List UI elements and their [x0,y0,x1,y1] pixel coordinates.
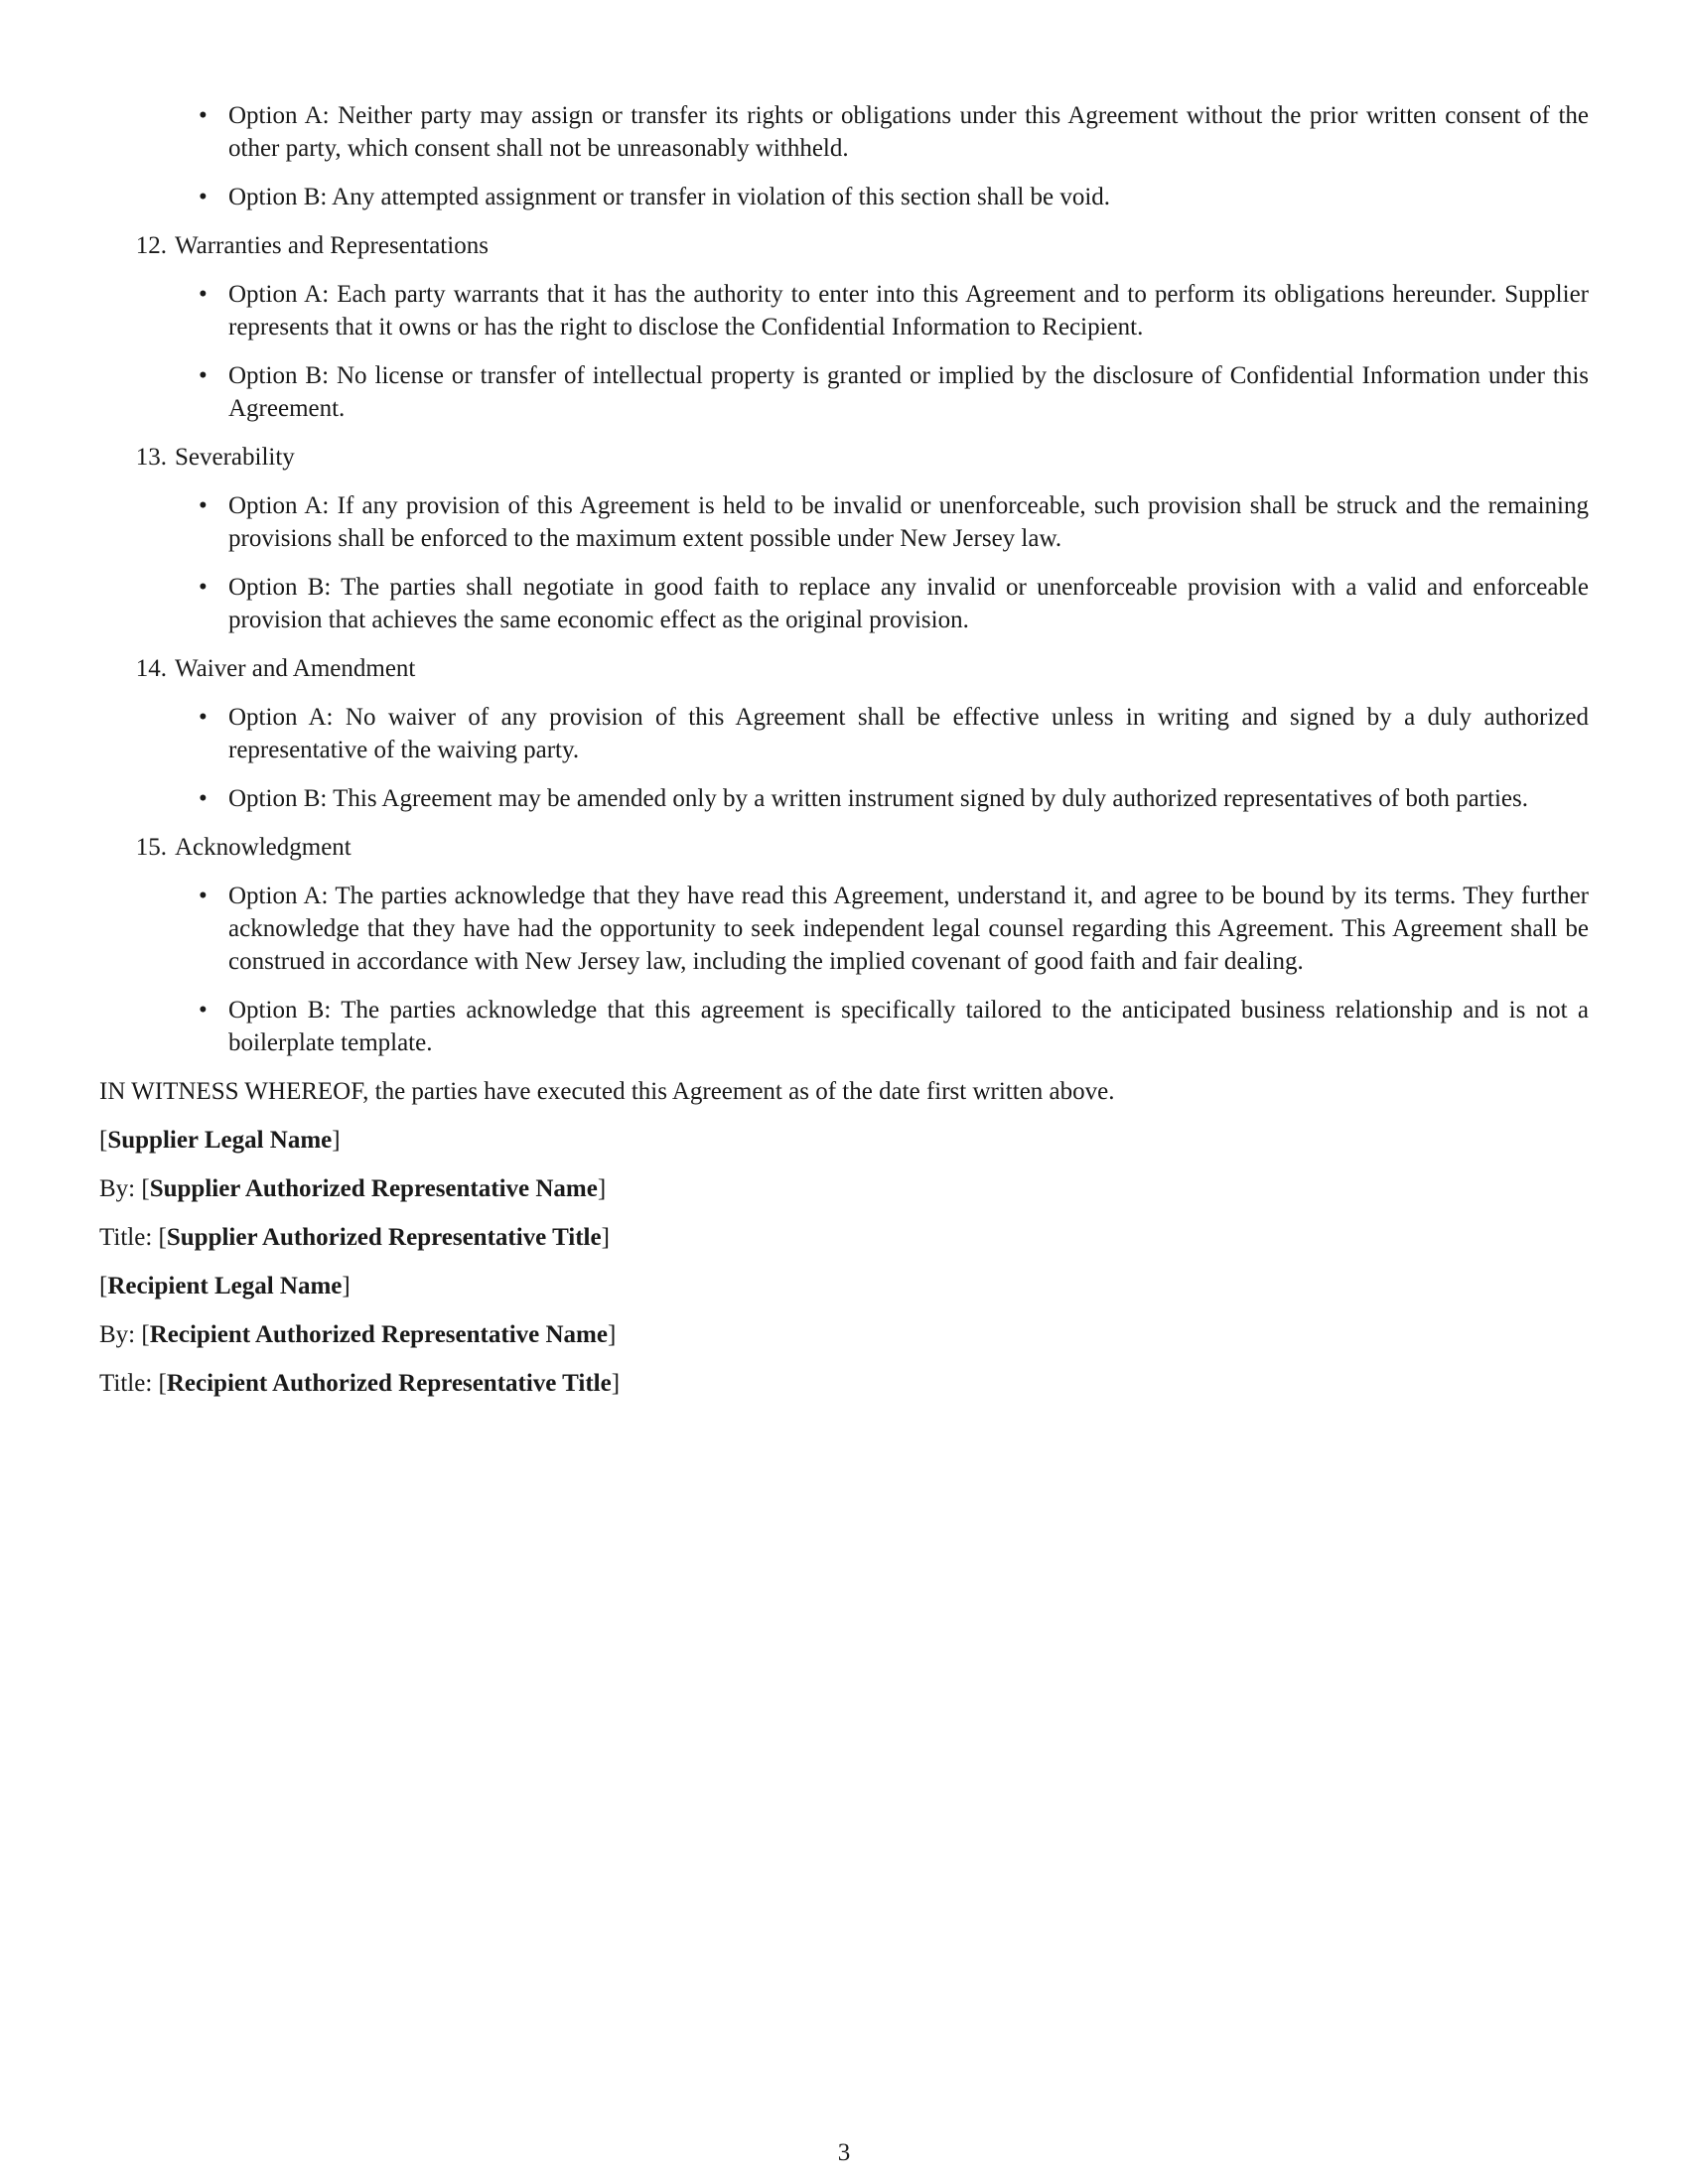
supplier-by-line: By: [Supplier Authorized Representative Name] [99,1175,607,1202]
option-item: • Option A: If any provision of this Agreement is held to be invalid or unenforceable, such provision shall be struck and the remaining provisions shall be enforced to the maximum extent possible under New Jersey law. [228,489,1589,555]
by-label: By: [99,1175,136,1202]
recipient-rep-name-placeholder: Recipient Authorized Representative Name [149,1321,608,1348]
supplier-rep-name-placeholder: Supplier Authorized Representative Name [149,1175,598,1202]
by-label: By: [99,1321,136,1348]
section-title: Acknowledgment [175,834,352,861]
waiver-options-list [99,701,1589,815]
recipient-title-line: Title: [Recipient Authorized Representative Title] [99,1370,621,1397]
page-number: 3 [837,2139,851,2166]
warranties-options-list [99,278,1589,425]
supplier-name-placeholder: Supplier Legal Name [107,1127,333,1154]
title-label: Title: [99,1224,153,1251]
section-number: 15. [135,834,167,861]
section-heading-15 [99,831,1589,864]
option-item: • Option A: Each party warrants that it has the authority to enter into this Agreement and to perform its obligations hereunder. Supplier represents that it owns or has the right to disclose the Confidential Information to Recipient. [228,278,1589,343]
option-item: • Option A: No waiver of any provision of this Agreement shall be effective unless in writing and signed by a duly authorized representative of the waiving party. [228,701,1589,766]
supplier-title-line: Title: [Supplier Authorized Representative Title] [99,1224,610,1251]
recipient-rep-title-placeholder: Recipient Authorized Representative Title [166,1370,612,1397]
title-label: Title: [99,1370,153,1397]
option-item: • Option A: Neither party may assign or transfer its rights or obligations under this Agreement without the prior written consent of the other party, which consent shall not be unreasonably withheld. [228,99,1589,165]
recipient-legal-name: [Recipient Legal Name] [99,1273,351,1299]
section-title: Severability [175,444,295,471]
section-title: Warranties and Representations [175,232,489,259]
section-heading-14 [99,652,1589,685]
section-heading-12 [99,229,1589,262]
witness-statement: IN WITNESS WHEREOF, the parties have executed this Agreement as of the date first written above. [99,1078,1115,1105]
section-title: Waiver and Amendment [175,655,416,682]
acknowledgment-options-list [99,880,1589,1059]
section-number: 13. [135,444,167,471]
option-item: • Option A: The parties acknowledge that they have read this Agreement, understand it, and agree to be bound by its terms. They further acknowledge that they have had the opportunity to seek independent legal counsel regarding this Agreement. This Agreement shall be construed in accordance with New Jersey law, including the implied covenant of good faith and fair dealing. [228,880,1589,978]
recipient-name-placeholder: Recipient Legal Name [107,1273,343,1299]
option-item: • Option B: Any attempted assignment or transfer in violation of this section shall be void. [228,181,1589,213]
section-number: 14. [135,655,167,682]
supplier-rep-title-placeholder: Supplier Authorized Representative Title [166,1224,602,1251]
section-heading-13 [99,441,1589,474]
recipient-by-line: By: [Recipient Authorized Representative Name] [99,1321,617,1348]
supplier-legal-name: [Supplier Legal Name] [99,1127,341,1154]
option-item: • Option B: This Agreement may be amended only by a written instrument signed by duly authorized representatives of both parties. [228,782,1589,815]
severability-options-list [99,489,1589,636]
option-item: • Option B: The parties shall negotiate in good faith to replace any invalid or unenforceable provision with a valid and enforceable provision that achieves the same economic effect as the original provision. [228,571,1589,636]
option-item: • Option B: The parties acknowledge that this agreement is specifically tailored to the anticipated business relationship and is not a boilerplate template. [228,994,1589,1059]
option-item: • Option B: No license or transfer of intellectual property is granted or implied by the disclosure of Confidential Information under this Agreement. [228,359,1589,425]
assignment-options-list [99,99,1589,213]
document-page [99,99,1589,1416]
section-number: 12. [135,232,167,259]
